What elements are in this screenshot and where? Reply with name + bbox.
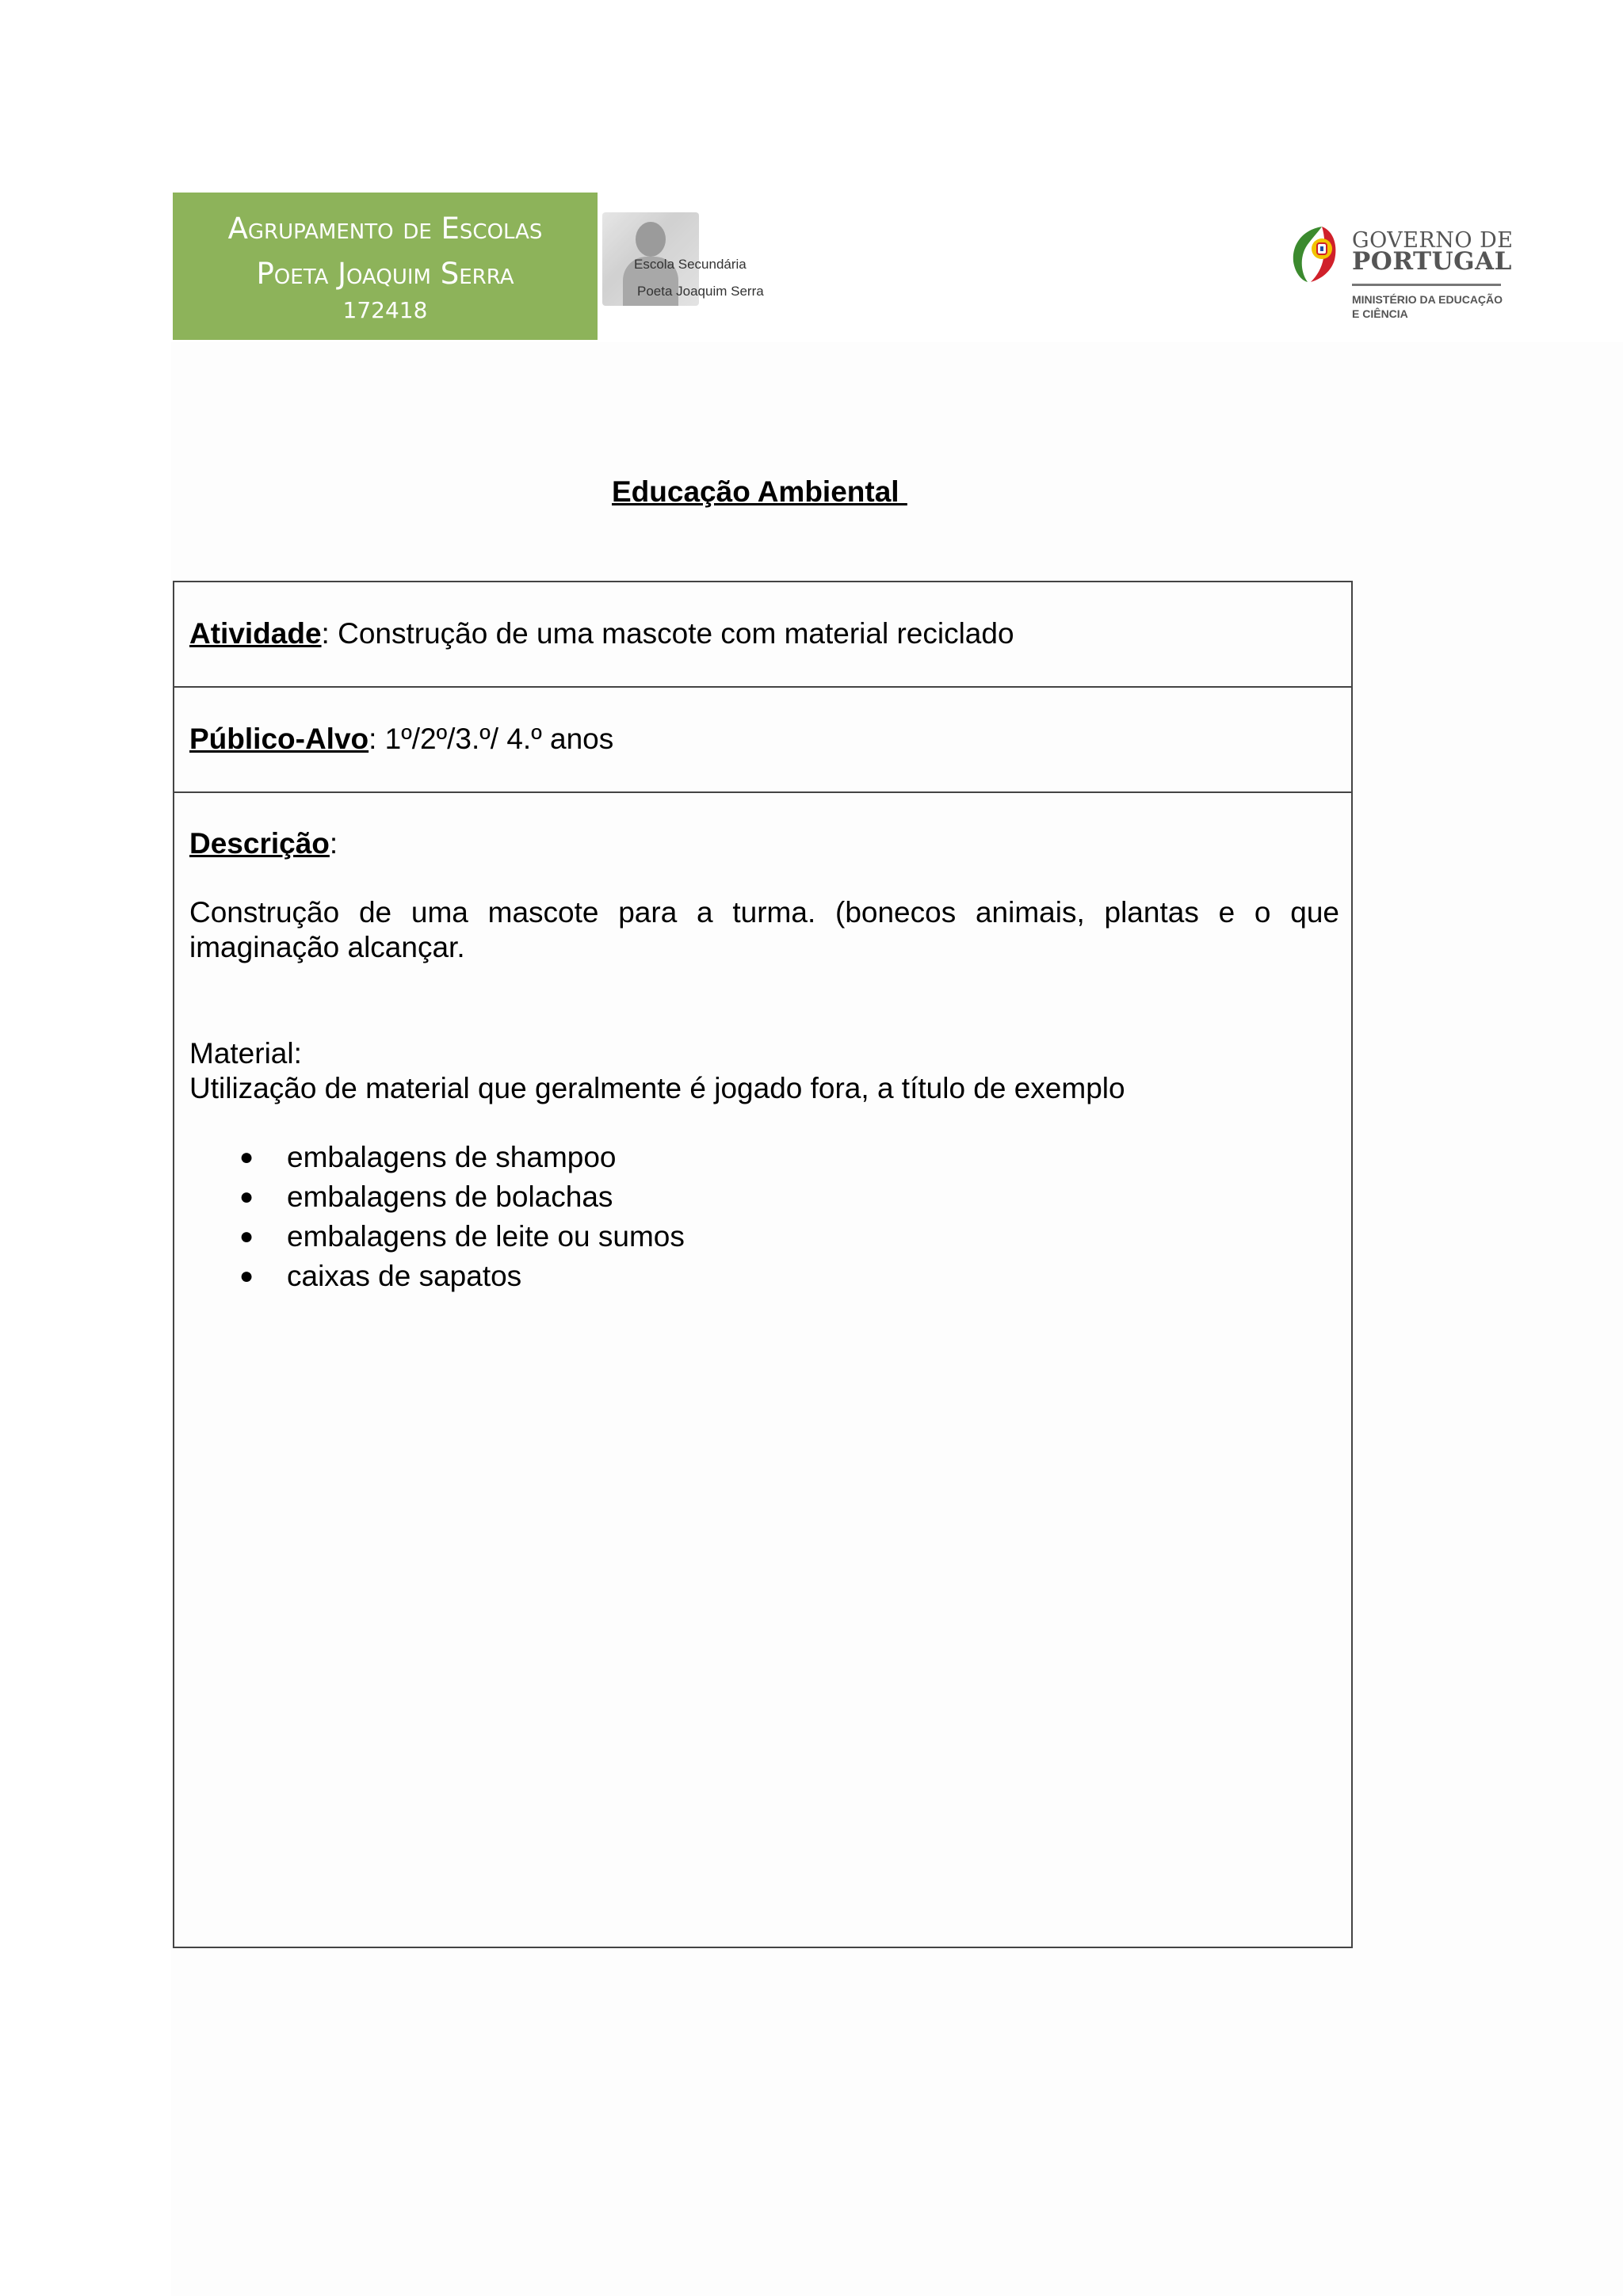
descricao-label-suffix: : [329,827,338,860]
school-group-banner [173,193,598,340]
publico-alvo-label: Público-Alvo [189,723,369,755]
bullet-icon: ● [239,1144,254,1170]
gov-ministry-line2: E CIÊNCIA [1352,307,1408,320]
atividade-line [189,617,1014,650]
publico-alvo-line [189,723,613,756]
material-intro: Utilização de material que geralmente é jogado fora, a título de exemplo [189,1072,1125,1104]
material-item: embalagens de bolachas [287,1180,613,1213]
material-item: caixas de sapatos [287,1260,522,1292]
material-label: Material: [189,1037,302,1070]
bullet-icon: ● [239,1184,254,1210]
gov-title-line2: PORTUGAL [1352,247,1512,276]
bullet-icon: ● [239,1223,254,1249]
descricao-label: Descrição [189,827,330,860]
portugal-emblem-icon [1290,223,1339,284]
gov-ministry-line1: MINISTÉRIO DA EDUCAÇÃO [1352,293,1503,306]
gov-divider [1352,284,1501,286]
school-logo [599,208,764,311]
descricao-text: Construção de uma mascote para a turma. (bonecos animais, plantas e o que imaginação alcançar. [189,896,1339,963]
bullet-icon: ● [239,1263,254,1289]
school-logo-line1: Escola Secundária [634,257,747,272]
atividade-value: : Construção de uma mascote com material reciclado [321,617,1014,650]
gov-title-line1: GOVERNO DE [1352,228,1514,253]
material-item: embalagens de shampoo [287,1141,617,1173]
banner-code: 172418 [342,297,428,323]
document-title: Educação Ambiental [612,475,907,508]
atividade-label: Atividade [189,617,322,650]
descricao-heading [189,827,338,860]
government-logo [1285,214,1514,333]
publico-alvo-value: : 1º/2º/3.º/ 4.º anos [369,723,614,755]
banner-title-line2: Poeta Joaquim Serra [256,257,514,291]
activity-table [173,581,1353,1948]
banner-title-line1: Agrupamento de Escolas [227,212,543,246]
publico-alvo-row [174,688,1351,793]
material-item: embalagens de leite ou sumos [287,1220,685,1253]
atividade-row [174,582,1351,688]
school-logo-line2: Poeta Joaquim Serra [637,284,764,299]
